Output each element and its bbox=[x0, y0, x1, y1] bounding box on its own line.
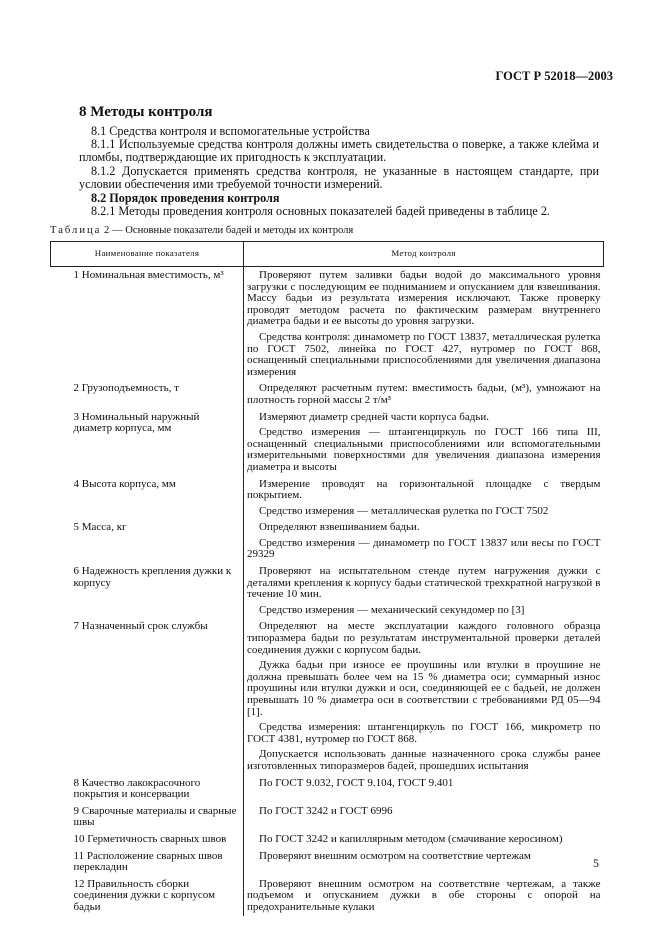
indicator-cell bbox=[51, 563, 244, 618]
method-paragraph: Определяют расчетным путем: вместимость бадьи, (м³), умножают на плотность горной массы 2 т/м³ bbox=[247, 382, 601, 406]
table-header-row bbox=[51, 242, 604, 267]
page-number: 5 bbox=[593, 856, 599, 870]
method-cell bbox=[244, 876, 604, 916]
method-cell bbox=[244, 803, 604, 831]
indicator-cell bbox=[51, 775, 244, 803]
indicator-name: 11 Расположение сварных швов перекладин bbox=[73, 849, 223, 874]
indicator-name: 7 Назначенный срок службы bbox=[73, 620, 208, 633]
table-caption-prefix: Таблица bbox=[50, 225, 102, 236]
indicator-name: 9 Сварочные материалы и сварные швы bbox=[73, 804, 237, 829]
table-row bbox=[51, 380, 604, 408]
table-row bbox=[51, 519, 604, 563]
method-cell bbox=[244, 380, 604, 408]
method-cell bbox=[244, 848, 604, 876]
method-paragraph: Средство измерения — механический секундомер по [3] bbox=[259, 603, 525, 616]
method-cell bbox=[244, 563, 604, 618]
indicator-cell bbox=[51, 519, 244, 563]
indicator-cell bbox=[51, 618, 244, 774]
method-paragraph: Средства измерения: штангенциркуль по ГОСТ 166, микрометр по ГОСТ 4381, нутромер по ГОСТ 868. bbox=[247, 721, 601, 745]
indicator-name: 5 Масса, кг bbox=[73, 521, 127, 534]
paragraph-8-1-1: 8.1.1 Используемые средства контроля должны иметь свидетельства о поверке, а также клейма и пломбы, подтверждающие их пригодность к эксплуатации. bbox=[79, 137, 599, 165]
control-methods-table bbox=[50, 241, 604, 916]
indicator-name: 1 Номинальная вместимость, м³ bbox=[73, 269, 224, 281]
indicator-name: 6 Надежность крепления дужки к корпусу bbox=[73, 565, 232, 589]
method-paragraph: Проверяют путем заливки бадьи водой до максимального уровня загрузки с последующим ее подниманием и опусканием для взвешивания. Массу бадьи из результата измерения исключают. Также проверку проводят методом расчета по фактическим размерам внутреннего диаметра бадьи и ее высоты до уровня загрузки. bbox=[247, 269, 601, 328]
indicator-cell bbox=[51, 476, 244, 520]
method-paragraph: Измерение проводят на горизонтальной площадке с твердым покрытием. bbox=[247, 477, 601, 502]
method-paragraph: Определяют взвешиванием бадьи. bbox=[259, 521, 420, 534]
method-cell bbox=[244, 831, 604, 848]
paragraph-8-2: 8.2 Порядок проведения контроля bbox=[91, 191, 280, 205]
method-paragraph: Определяют на месте эксплуатации каждого головного образца типоразмера бадьи по результатам инструментальной проверки деталей соединения дужки с корпусом бадьи. bbox=[247, 620, 601, 656]
document-code: ГОСТ Р 52018—2003 bbox=[495, 69, 613, 83]
column-header-indicator: Наименование показателя bbox=[51, 242, 244, 267]
indicator-name: 4 Высота корпуса, мм bbox=[73, 477, 176, 490]
indicator-name: 2 Грузоподъемность, т bbox=[73, 382, 179, 395]
method-paragraph: Средство измерения — металлическая рулетка по ГОСТ 7502 bbox=[259, 504, 549, 517]
method-paragraph: По ГОСТ 3242 и капиллярным методом (смачивание керосином) bbox=[259, 832, 563, 845]
table-row bbox=[51, 267, 604, 381]
table-body bbox=[51, 267, 604, 916]
method-paragraph: Средства контроля: динамометр по ГОСТ 13837, металлическая рулетка по ГОСТ 7502, линейка по ГОСТ 427, нутромер по ГОСТ 868, оснащенный специальными приспособлениями для увеличения диапазона измерения bbox=[247, 330, 601, 378]
method-cell bbox=[244, 267, 604, 381]
table-row bbox=[51, 831, 604, 848]
method-cell bbox=[244, 476, 604, 520]
method-paragraph: По ГОСТ 3242 и ГОСТ 6996 bbox=[259, 804, 393, 817]
table-row bbox=[51, 876, 604, 916]
method-paragraph: Средство измерения — динамометр по ГОСТ 13837 или весы по ГОСТ 29329 bbox=[247, 536, 601, 561]
method-cell bbox=[244, 618, 604, 774]
method-cell bbox=[244, 409, 604, 476]
method-paragraph: По ГОСТ 9.032, ГОСТ 9.104, ГОСТ 9.401 bbox=[259, 776, 454, 789]
indicator-cell bbox=[51, 267, 244, 381]
method-cell bbox=[244, 519, 604, 563]
section-title: 8 Методы контроля bbox=[79, 104, 213, 120]
method-paragraph: Проверяют внешним осмотром на соответствие чертежам, а также подъемом и опусканием дужки в обе стороны с опорой на предохранительные кулаки bbox=[247, 877, 601, 913]
method-paragraph: Дужка бадьи при износе ее проушины или втулки в проушине не должна превышать более чем на 15 % диаметра оси; суммарный износ проушины или втулки дужки и оси, соединяющей ее с бадьей, не должен превышать 10 % диаметра оси в соответствии с требованиями РД 05—94 [1]. bbox=[247, 659, 601, 718]
method-paragraph: Измеряют диаметр средней части корпуса бадьи. bbox=[259, 410, 489, 423]
table-row bbox=[51, 476, 604, 520]
paragraph-8-1-2: 8.1.2 Допускается применять средства контроля, не указанные в настоящем стандарте, при условии обеспечения ими требуемой точности измерений. bbox=[79, 164, 599, 192]
indicator-cell bbox=[51, 409, 244, 476]
table-row bbox=[51, 803, 604, 831]
indicator-cell bbox=[51, 803, 244, 831]
method-paragraph: Проверяют на испытательном стенде путем нагружения дужки с деталями крепления к корпусу бадьи статической трехкратной нагрузкой в течение 10 мин. bbox=[247, 565, 601, 601]
indicator-name: 3 Номинальный наружный диаметр корпуса, мм bbox=[73, 410, 200, 435]
table-caption-text: 2 — Основные показатели бадей и методы их контроля bbox=[104, 225, 354, 236]
paragraph-8-1: 8.1 Средства контроля и вспомогательные устройства bbox=[91, 124, 370, 138]
method-paragraph: Средство измерения — штангенциркуль по ГОСТ 166 типа III, оснащенный специальными приспособлениями или вспомогательными измерительными поверхностями для увеличения диапазона измерения диаметра и высоты bbox=[247, 426, 601, 473]
paragraph-8-2-1: 8.2.1 Методы проведения контроля основных показателей бадей приведены в таблице 2. bbox=[91, 204, 550, 218]
table-row bbox=[51, 409, 604, 476]
table-row bbox=[51, 618, 604, 774]
table-row bbox=[51, 848, 604, 876]
indicator-name: 12 Правильность сборки соединения дужки с корпусом бадьи bbox=[73, 877, 216, 913]
column-header-method: Метод контроля bbox=[244, 242, 604, 267]
indicator-name: 10 Герметичность сварных швов bbox=[73, 832, 227, 845]
method-cell bbox=[244, 775, 604, 803]
table-caption bbox=[50, 225, 353, 236]
indicator-cell bbox=[51, 380, 244, 408]
indicator-cell bbox=[51, 876, 244, 916]
table-row bbox=[51, 775, 604, 803]
table-row bbox=[51, 563, 604, 618]
method-paragraph: Проверяют внешним осмотром на соответствие чертежам bbox=[259, 849, 531, 862]
indicator-name: 8 Качество лакокрасочного покрытия и консервации bbox=[73, 776, 201, 801]
indicator-cell bbox=[51, 831, 244, 848]
indicator-cell bbox=[51, 848, 244, 876]
method-paragraph: Допускается использовать данные назначенного срока службы ранее изготовленных типоразмеров бадей, прошедших испытания bbox=[247, 748, 601, 772]
